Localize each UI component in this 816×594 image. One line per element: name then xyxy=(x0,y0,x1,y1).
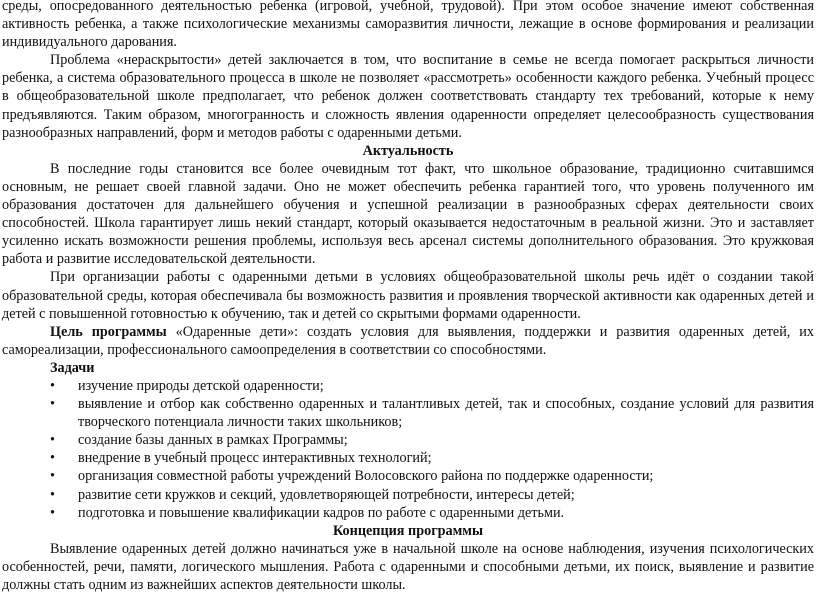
bullet-icon: • xyxy=(50,450,55,467)
bullet-icon: • xyxy=(50,432,55,449)
paragraph-organization: При организации работы с одаренными детьми в условиях общеобразовательной школы речь идёт о создании такой образовательной среды, которая обеспечивала бы возможность развития и проявления творческой активности как одаренных детей и детей с повышенной готовностью к обучению, так и детей со скрытыми формами одаренности. xyxy=(2,269,814,322)
bullet-icon: • xyxy=(50,486,55,503)
task-text: выявление и отбор как собственно одаренных и талантливых детей, так и способных, создание условий для развития творческого потенциала личности таких школьников; xyxy=(78,396,814,431)
list-item xyxy=(2,395,814,431)
bullet-icon: • xyxy=(50,396,55,413)
bullet-icon: • xyxy=(50,504,55,521)
paragraph-goal xyxy=(2,323,814,359)
list-item xyxy=(2,449,814,467)
task-text: развитие сети кружков и секций, удовлетворяющей потребности, интересы детей; xyxy=(78,486,575,503)
task-text: изучение природы детской одаренности; xyxy=(78,377,324,394)
bullet-icon: • xyxy=(50,468,55,485)
paragraph-intro: среды, опосредованного деятельностью ребенка (игровой, учебной, трудовой). При этом особое значение имеют собственная активность ребенка, а также психологические механизмы саморазвития личности, лежащие в основе формирования и реализации индивидуального дарования. xyxy=(2,0,814,51)
list-item xyxy=(2,504,814,522)
paragraph-concept: Выявление одаренных детей должно начинаться уже в начальной школе на основе наблюдения, изучения психологических особенностей, речи, памяти, логического мышления. Работа с одаренными и способными детьми, их поиск, выявление и развитие должны стать одним из важнейших аспектов деятельности школы. xyxy=(2,540,814,593)
goal-text: «Одаренные дети»: создать условия для выявления, поддержки и развития одаренных детей, их самореализации, профессионального самоопределения в соответствии со способностями. xyxy=(2,323,814,358)
paragraph-problem: Проблема «нераскрытости» детей заключается в том, что воспитание в семье не всегда помогает раскрыться личности ребенка, а система образовательного процесса в школе не позволяет «рассмотреть» особенности каждого ребенка. Учебный процесс в общеобразовательной школе предполагает, что ребенок должен соответствовать стандарту тех требований, которые к нему предъявляются. Таким образом, многогранность и сложность явления одаренности определяет целесообразность существования разнообразных направлений, форм и методов работы с одаренными детьми. xyxy=(2,52,814,141)
task-text: подготовка и повышение квалификации кадров по работе с одаренными детьми. xyxy=(78,504,565,521)
task-text: внедрение в учебный процесс интерактивных технологий; xyxy=(78,450,432,467)
goal-label: Цель программы xyxy=(50,323,167,340)
task-text: создание базы данных в рамках Программы; xyxy=(78,432,348,449)
task-list xyxy=(2,377,814,522)
heading-tasks: Задачи xyxy=(50,359,95,376)
list-item xyxy=(2,377,814,395)
paragraph-relevance: В последние годы становится все более очевидным тот факт, что школьное образование, традиционно считавшимся основным, не решает своей главной задачи. Оно не может обеспечить ребенка гарантией того, что уровень полученного им образования достаточен для дальнейшего обучения и успешной реализации в разнообразных сферах деятельности своих способностей. Школа гарантирует лишь некий стандарт, который оказывается недостаточным в реальной жизни. Это и заставляет усиленно искать возможности решения проблемы, используя весь арсенал системы дополнительного образования. Это кружковая работа и развитие исследовательской деятельности. xyxy=(2,160,814,268)
list-item xyxy=(2,486,814,504)
task-text: организация совместной работы учреждений Волосовского района по поддержке одаренности; xyxy=(78,468,654,485)
heading-concept: Концепция программы xyxy=(332,522,484,539)
list-item xyxy=(2,467,814,485)
heading-relevance: Актуальность xyxy=(362,142,454,159)
bullet-icon: • xyxy=(50,377,55,394)
list-item xyxy=(2,431,814,449)
